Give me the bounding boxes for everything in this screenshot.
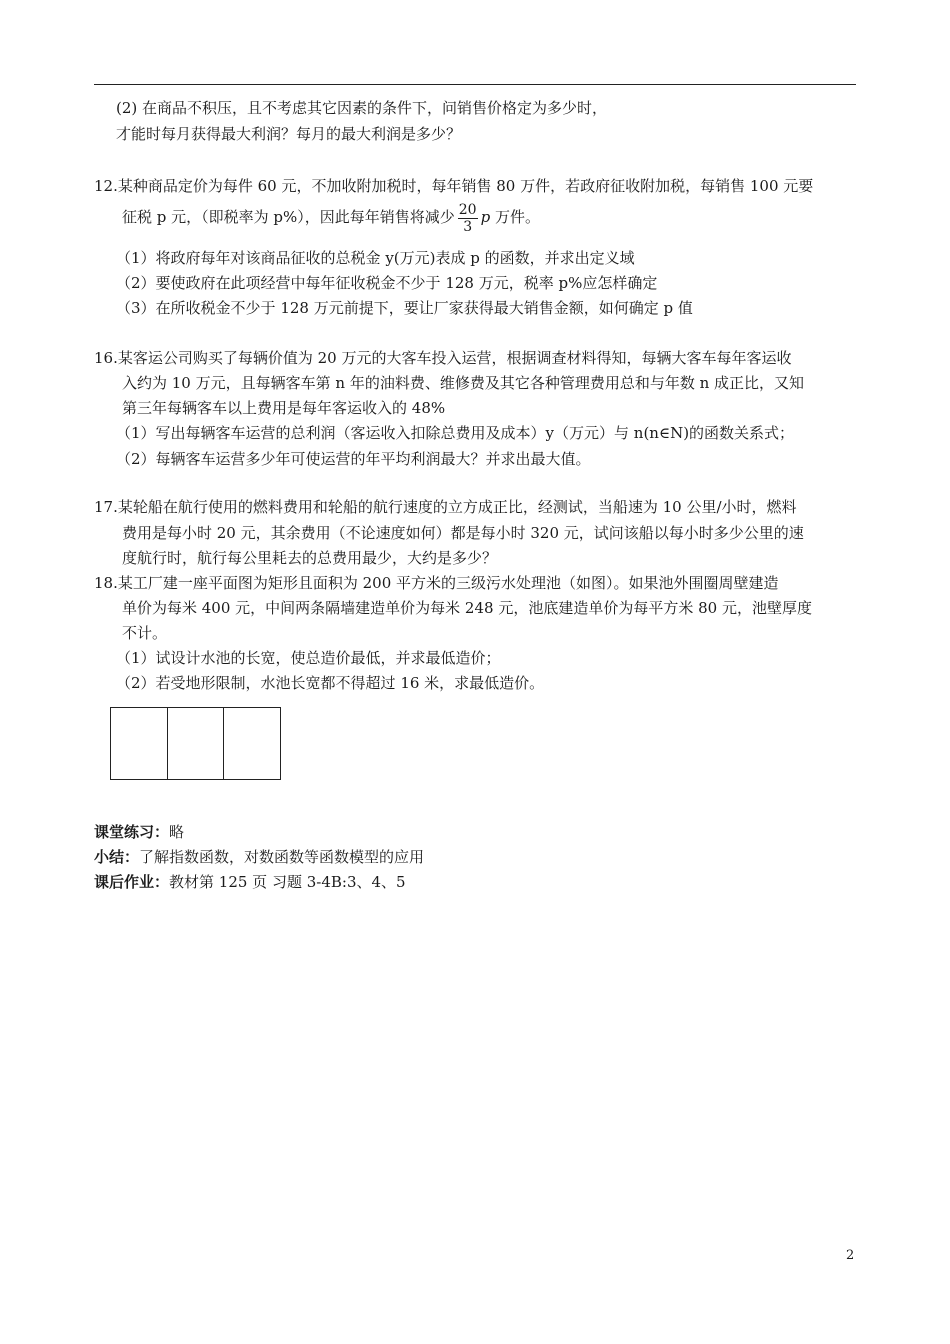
homework-text: 教材第 125 页 习题 3-4B:3、4、5 <box>169 873 406 891</box>
q17-line2: 费用是每小时 20 元，其余费用（不论速度如何）都是每小时 320 元，试问该船以每小时多少公里的速 <box>122 524 804 542</box>
homework-line <box>94 872 406 892</box>
q18-line1: 18.某工厂建一座平面图为矩形且面积为 200 平方米的三级污水处理池（如图）。如果池外围圈周壁建造 <box>94 574 779 592</box>
treatment-pool-diagram <box>110 707 281 780</box>
practice-label: 课堂练习： <box>94 823 170 841</box>
homework-label: 课后作业： <box>94 873 170 891</box>
q12-part2: （2）要使政府在此项经营中每年征收税金不少于 128 万元，税率 p%应怎样确定 <box>116 274 658 292</box>
page-number: 2 <box>846 1248 855 1263</box>
q17-line3: 度航行时，航行每公里耗去的总费用最少，大约是多少？ <box>122 549 498 567</box>
q18-part1: （1）试设计水池的长宽，使总造价最低，并求最低造价； <box>116 649 501 667</box>
q12-fraction-variable: p <box>480 208 491 226</box>
q12-fraction <box>458 202 478 235</box>
q18-line3: 不计。 <box>122 624 168 642</box>
q16-part2: （2）每辆客车运营多少年可使运营的年平均利润最大？并求出最大值。 <box>116 450 591 468</box>
pool-stage-2 <box>168 708 225 779</box>
q12-line2-before: 征税 p 元，（即税率为 p%），因此每年销售将减少 <box>122 208 455 226</box>
practice-line <box>94 822 184 842</box>
q12-line2 <box>122 198 540 236</box>
header-rule <box>94 84 856 85</box>
q17-line1: 17.某轮船在航行使用的燃料费用和轮船的航行速度的立方成正比，经测试，当船速为 10 公里/小时，燃料 <box>94 498 797 516</box>
q12-line2-after: 万件。 <box>494 208 540 226</box>
practice-text: 略 <box>169 823 185 841</box>
prev-part2-line2: 才能时每月获得最大利润？每月的最大利润是多少？ <box>116 125 462 143</box>
q12-fraction-numerator: 20 <box>458 201 477 218</box>
q12-part1: （1）将政府每年对该商品征收的总税金 y(万元)表成 p 的函数，并求出定义域 <box>116 249 635 267</box>
pool-stage-3 <box>224 708 280 779</box>
pool-stage-1 <box>111 708 168 779</box>
q18-part2: （2）若受地形限制，水池长宽都不得超过 16 米，求最低造价。 <box>116 674 545 692</box>
q18-line2: 单价为每米 400 元，中间两条隔墙建造单价为每米 248 元，池底建造单价为每平方米 80 元，池壁厚度 <box>122 599 812 617</box>
q16-line1: 16.某客运公司购买了每辆价值为 20 万元的大客车投入运营，根据调查材料得知，每辆大客车每年客运收 <box>94 349 792 367</box>
conclusion-label: 小结： <box>94 848 140 866</box>
conclusion-text: 了解指数函数，对数函数等函数模型的应用 <box>139 848 425 866</box>
prev-part2-line1: (2) 在商品不积压，且不考虑其它因素的条件下，问销售价格定为多少时， <box>116 99 608 117</box>
q12-line1: 12.某种商品定价为每件 60 元，不加收附加税时，每年销售 80 万件，若政府征收附加税，每销售 100 元要 <box>94 177 814 195</box>
conclusion-line <box>94 847 424 867</box>
q16-line3: 第三年每辆客车以上费用是每年客运收入的 48% <box>122 399 446 417</box>
q16-part1: （1）写出每辆客车运营的总利润（客运收入扣除总费用及成本）y（万元）与 n(n∈N)的函数关系式； <box>116 424 795 442</box>
q12-fraction-denominator: 3 <box>463 218 473 235</box>
q12-part3: （3）在所收税金不少于 128 万元前提下，要让厂家获得最大销售金额，如何确定 p 值 <box>116 299 693 317</box>
q16-line2: 入约为 10 万元，且每辆客车第 n 年的油料费、维修费及其它各种管理费用总和与年数 n 成正比，又知 <box>122 374 805 392</box>
